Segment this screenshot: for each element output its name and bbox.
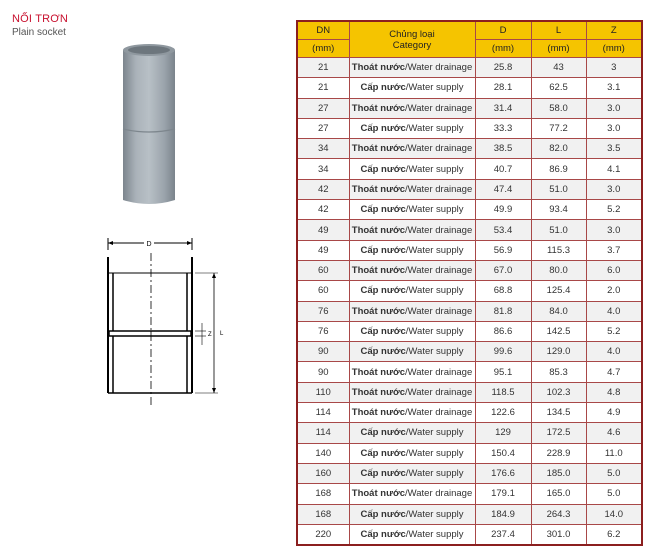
cell-dn: 140: [297, 443, 349, 463]
cell-d: 40.7: [475, 159, 531, 179]
table-row: [297, 260, 642, 280]
category-english: /Water supply: [405, 82, 464, 94]
category-vietnamese: Cấp nước: [360, 285, 406, 297]
cell-l: 93.4: [531, 200, 586, 220]
table-row: [297, 240, 642, 260]
category-english: /Water drainage: [404, 265, 473, 277]
cell-l: 43: [531, 58, 586, 78]
category-vietnamese: Thoát nước: [351, 386, 405, 398]
table-row: [297, 200, 642, 220]
category-vietnamese: Thoát nước: [351, 143, 405, 155]
cell-category: [349, 321, 475, 341]
cell-d: 38.5: [475, 139, 531, 159]
cell-d: 33.3: [475, 118, 531, 138]
category-english: /Water supply: [405, 285, 464, 297]
cell-z: 3.0: [586, 220, 642, 240]
cell-l: 301.0: [531, 524, 586, 545]
cell-category: [349, 524, 475, 545]
plain-socket-photo: [100, 40, 196, 212]
cell-l: 58.0: [531, 98, 586, 118]
cell-category: [349, 200, 475, 220]
cell-dn: 110: [297, 382, 349, 402]
table-row: [297, 362, 642, 382]
table-row: [297, 321, 642, 341]
header-d: D: [475, 21, 531, 40]
category-english: /Water supply: [405, 508, 464, 520]
category-vietnamese: Thoát nước: [351, 183, 405, 195]
cell-z: 6.2: [586, 524, 642, 545]
category-vietnamese: Thoát nước: [351, 305, 405, 317]
cell-category: [349, 220, 475, 240]
table-row: [297, 403, 642, 423]
header-z-unit: (mm): [586, 40, 642, 58]
category-vietnamese: Cấp nước: [360, 468, 406, 480]
category-english: /Water supply: [405, 468, 464, 480]
category-vietnamese: Thoát nước: [351, 265, 405, 277]
cell-dn: 90: [297, 342, 349, 362]
cell-z: 4.7: [586, 362, 642, 382]
category-vietnamese: Thoát nước: [351, 366, 405, 378]
cell-l: 62.5: [531, 78, 586, 98]
cell-d: 25.8: [475, 58, 531, 78]
cell-category: [349, 139, 475, 159]
cell-category: [349, 504, 475, 524]
cell-l: 84.0: [531, 301, 586, 321]
cell-l: 85.3: [531, 362, 586, 382]
cell-d: 150.4: [475, 443, 531, 463]
cell-category: [349, 463, 475, 483]
category-english: /Water supply: [405, 447, 464, 459]
table-row: [297, 78, 642, 98]
table-row: [297, 220, 642, 240]
header-l: L: [531, 21, 586, 40]
header-dn: DN: [297, 21, 349, 40]
cell-d: 99.6: [475, 342, 531, 362]
cell-l: 125.4: [531, 281, 586, 301]
category-english: /Water supply: [405, 204, 464, 216]
cell-dn: 49: [297, 240, 349, 260]
cell-z: 5.2: [586, 200, 642, 220]
cell-category: [349, 240, 475, 260]
specification-table-body: [297, 58, 642, 546]
header-dn-unit: (mm): [297, 40, 349, 58]
cell-dn: 76: [297, 301, 349, 321]
header-l-unit: (mm): [531, 40, 586, 58]
cell-category: [349, 342, 475, 362]
cell-z: 3.0: [586, 179, 642, 199]
cell-d: 129: [475, 423, 531, 443]
cell-l: 134.5: [531, 403, 586, 423]
cell-d: 67.0: [475, 260, 531, 280]
category-english: /Water supply: [405, 346, 464, 358]
cell-category: [349, 281, 475, 301]
table-row: [297, 443, 642, 463]
category-english: /Water drainage: [404, 407, 473, 419]
socket-dimension-drawing: [96, 235, 231, 410]
category-vietnamese: Cấp nước: [360, 346, 406, 358]
cell-dn: 160: [297, 463, 349, 483]
header-z: Z: [586, 21, 642, 40]
product-title-english: Plain socket: [12, 27, 66, 38]
cell-dn: 34: [297, 139, 349, 159]
table-row: [297, 281, 642, 301]
cell-z: 3.7: [586, 240, 642, 260]
cell-z: 6.0: [586, 260, 642, 280]
category-vietnamese: Cấp nước: [360, 82, 406, 94]
cell-z: 4.1: [586, 159, 642, 179]
cell-d: 118.5: [475, 382, 531, 402]
cell-d: 179.1: [475, 484, 531, 504]
cell-l: 142.5: [531, 321, 586, 341]
cell-d: 47.4: [475, 179, 531, 199]
cell-z: 3: [586, 58, 642, 78]
page-header: [12, 12, 68, 40]
cell-dn: 27: [297, 98, 349, 118]
cell-dn: 90: [297, 362, 349, 382]
cell-dn: 220: [297, 524, 349, 545]
category-vietnamese: Thoát nước: [351, 62, 405, 74]
cell-l: 129.0: [531, 342, 586, 362]
cell-d: 31.4: [475, 98, 531, 118]
category-vietnamese: Cấp nước: [360, 163, 406, 175]
table-row: [297, 524, 642, 545]
cell-z: 3.5: [586, 139, 642, 159]
specification-table: [296, 20, 643, 546]
cell-category: [349, 382, 475, 402]
cell-category: [349, 78, 475, 98]
dimension-label-l: L: [220, 331, 224, 337]
cell-d: 68.8: [475, 281, 531, 301]
category-vietnamese: Thoát nước: [351, 102, 405, 114]
category-vietnamese: Cấp nước: [360, 508, 406, 520]
cell-dn: 168: [297, 484, 349, 504]
cell-l: 86.9: [531, 159, 586, 179]
category-english: /Water supply: [405, 163, 464, 175]
category-vietnamese: Cấp nước: [360, 123, 406, 135]
cell-z: 4.0: [586, 301, 642, 321]
cell-category: [349, 179, 475, 199]
cell-z: 4.9: [586, 403, 642, 423]
cell-dn: 42: [297, 200, 349, 220]
table-row: [297, 504, 642, 524]
category-vietnamese: Cấp nước: [360, 447, 406, 459]
cell-dn: 42: [297, 179, 349, 199]
table-row: [297, 382, 642, 402]
cell-l: 165.0: [531, 484, 586, 504]
cell-d: 184.9: [475, 504, 531, 524]
table-row: [297, 159, 642, 179]
cell-category: [349, 98, 475, 118]
cell-dn: 114: [297, 423, 349, 443]
cell-d: 28.1: [475, 78, 531, 98]
cell-z: 3.0: [586, 118, 642, 138]
category-vietnamese: Cấp nước: [360, 427, 406, 439]
cell-l: 228.9: [531, 443, 586, 463]
cell-d: 86.6: [475, 321, 531, 341]
table-row: [297, 423, 642, 443]
cell-z: 14.0: [586, 504, 642, 524]
cell-category: [349, 260, 475, 280]
cell-category: [349, 58, 475, 78]
cell-dn: 34: [297, 159, 349, 179]
cell-dn: 60: [297, 281, 349, 301]
cell-category: [349, 403, 475, 423]
cell-d: 49.9: [475, 200, 531, 220]
table-row: [297, 484, 642, 504]
cell-l: 77.2: [531, 118, 586, 138]
cell-category: [349, 159, 475, 179]
table-row: [297, 342, 642, 362]
cell-dn: 114: [297, 403, 349, 423]
cell-z: 5.0: [586, 463, 642, 483]
category-vietnamese: Thoát nước: [351, 488, 405, 500]
cell-dn: 21: [297, 58, 349, 78]
cell-l: 115.3: [531, 240, 586, 260]
category-english: /Water drainage: [404, 488, 473, 500]
category-vietnamese: Cấp nước: [360, 326, 406, 337]
cell-d: 56.9: [475, 240, 531, 260]
category-english: /Water drainage: [404, 102, 473, 114]
header-category: [349, 21, 475, 58]
table-row: [297, 179, 642, 199]
cell-z: 5.0: [586, 484, 642, 504]
category-english: /Water supply: [405, 528, 464, 540]
cell-z: 4.0: [586, 342, 642, 362]
category-vietnamese: Cấp nước: [360, 204, 406, 216]
category-english: /Water supply: [405, 123, 464, 135]
cell-d: 53.4: [475, 220, 531, 240]
category-english: /Water drainage: [404, 386, 473, 398]
cell-dn: 76: [297, 321, 349, 341]
category-vietnamese: Thoát nước: [351, 224, 405, 236]
cell-l: 51.0: [531, 179, 586, 199]
table-row: [297, 118, 642, 138]
cell-category: [349, 484, 475, 504]
category-english: /Water drainage: [404, 183, 473, 195]
dimension-label-d: D: [146, 241, 152, 248]
cell-dn: 27: [297, 118, 349, 138]
product-title-vietnamese: NỐI TRƠN: [12, 13, 69, 25]
table-row: [297, 139, 642, 159]
cell-l: 185.0: [531, 463, 586, 483]
cell-dn: 21: [297, 78, 349, 98]
header-d-unit: (mm): [475, 40, 531, 58]
cell-dn: 60: [297, 260, 349, 280]
cell-l: 264.3: [531, 504, 586, 524]
cell-category: [349, 301, 475, 321]
cell-d: 176.6: [475, 463, 531, 483]
category-vietnamese: Cấp nước: [360, 528, 406, 540]
cell-dn: 49: [297, 220, 349, 240]
category-english: /Water drainage: [404, 224, 473, 236]
category-vietnamese: Cấp nước: [360, 244, 406, 256]
category-english: /Water drainage: [404, 366, 473, 378]
cell-category: [349, 423, 475, 443]
table-row: [297, 463, 642, 483]
cell-d: 237.4: [475, 524, 531, 545]
cell-z: 3.0: [586, 98, 642, 118]
cell-z: 4.6: [586, 423, 642, 443]
table-row: [297, 98, 642, 118]
cell-l: 172.5: [531, 423, 586, 443]
table-row: [297, 301, 642, 321]
category-english: /Water supply: [405, 427, 464, 439]
category-english: /Water supply: [405, 326, 464, 337]
header-category-vi: Chủng loại: [389, 28, 435, 40]
category-english: /Water drainage: [404, 62, 473, 74]
cell-z: 3.1: [586, 78, 642, 98]
cell-l: 82.0: [531, 139, 586, 159]
category-english: /Water drainage: [404, 143, 473, 155]
category-vietnamese: Thoát nước: [351, 407, 405, 419]
cell-z: 4.8: [586, 382, 642, 402]
cell-category: [349, 443, 475, 463]
category-english: /Water drainage: [404, 305, 473, 317]
cell-z: 2.0: [586, 281, 642, 301]
cell-dn: 168: [297, 504, 349, 524]
cell-z: 5.2: [586, 321, 642, 341]
cell-l: 102.3: [531, 382, 586, 402]
cell-l: 80.0: [531, 260, 586, 280]
cell-z: 11.0: [586, 443, 642, 463]
category-english: /Water supply: [405, 244, 464, 256]
table-row: [297, 58, 642, 78]
cell-d: 95.1: [475, 362, 531, 382]
cell-l: 51.0: [531, 220, 586, 240]
cell-category: [349, 118, 475, 138]
dimension-label-z: Z: [208, 332, 212, 338]
cell-d: 122.6: [475, 403, 531, 423]
header-category-en: Category: [392, 39, 432, 51]
cell-category: [349, 362, 475, 382]
cell-d: 81.8: [475, 301, 531, 321]
